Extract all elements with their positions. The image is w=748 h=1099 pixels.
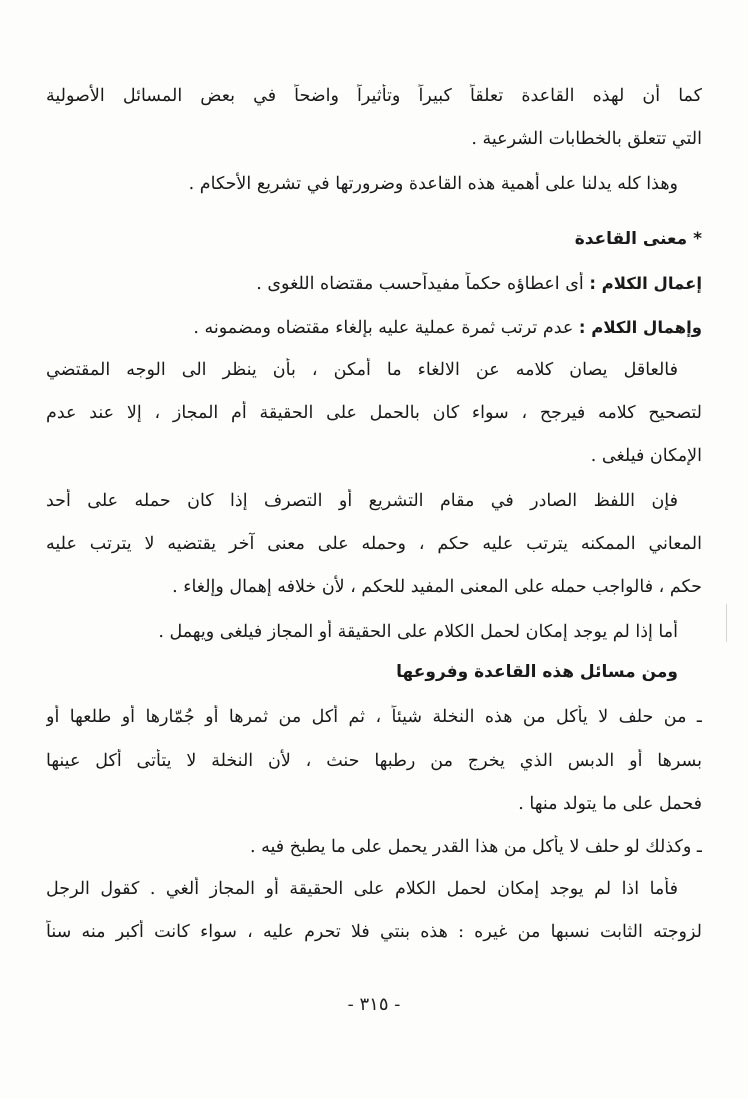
section-heading-meaning: * معنى القاعدة [574, 229, 702, 249]
issue-line: فحمل على ما يتولد منها . [518, 794, 702, 814]
paragraph-line: كما أن لهذه القاعدة تعلقاً كبيراً وتأثيراً واضحاً في بعض المسائل الأصولية [46, 86, 702, 106]
body-line: المعاني الممكنه يترتب عليه حكم ، وحمله على معنى آخر يقتضيه لا يترتب عليه [46, 534, 702, 554]
body-line: فالعاقل يصان كلامه عن الالغاء ما أمكن ، بأن ينظر الى الوجه المقتضي [46, 360, 678, 380]
section-heading-issues: ومن مسائل هذه القاعدة وفروعها [396, 662, 678, 682]
issue-line: فأما اذا لم يوجد إمكان لحمل الكلام على الحقيقة أو المجاز ألغي . كقول الرجل [46, 879, 678, 899]
definition-iemal [46, 272, 702, 296]
paragraph-line: وهذا كله يدلنا على أهمية هذه القاعدة وضرورتها في تشريع الأحكام . [188, 174, 678, 194]
paragraph-line: التي تتعلق بالخطابات الشرعية . [471, 129, 702, 149]
issue-line: بسرها أو الدبس الذي يخرج من رطبها حنث ، لأن النخلة لا يتأتى أكل عينها [46, 751, 702, 771]
issue-line: لزوجته الثابت نسبها من غيره : هذه بنتي فلا تحرم عليه ، سواء كانت أكبر منه سناً [46, 922, 702, 942]
body-line: أما إذا لم يوجد إمكان لحمل الكلام على الحقيقة أو المجاز فيلغى ويهمل . [158, 622, 678, 642]
definition-term: وإهمال الكلام : [578, 318, 702, 337]
definition-term: إعمال الكلام : [589, 274, 702, 293]
definition-text: عدم ترتب ثمرة عملية عليه بإلغاء مقتضاه ومضمونه . [193, 318, 574, 338]
body-line: لتصحيح كلامه فيرجح ، سواء كان بالحمل على الحقيقة أم المجاز ، إلا عند عدم [46, 403, 702, 423]
issue-line: ـ وكذلك لو حلف لا يأكل من هذا القدر يحمل على ما يطبخ فيه . [249, 837, 702, 857]
body-line: فإن اللفظ الصادر في مقام التشريع أو التصرف إذا كان حمله على أحد [46, 491, 678, 511]
definition-ihmal [46, 316, 702, 340]
margin-mark [726, 604, 727, 642]
definition-text: أى اعطاؤه حكماً مفيداًحسب مقتضاه اللغوى . [256, 274, 584, 294]
body-line: الإمكان فيلغى . [590, 446, 702, 466]
page-number: - ٣١٥ - [347, 994, 401, 1015]
body-line: حكم ، فالواجب حمله على المعنى المفيد للحكم ، لأن خلافه إهمال وإلغاء . [172, 577, 702, 597]
issue-line: ـ من حلف لا يأكل من هذه النخلة شيئاً ، ثم أكل من ثمرها أو جُمّارها أو طلعها أو [46, 707, 702, 727]
